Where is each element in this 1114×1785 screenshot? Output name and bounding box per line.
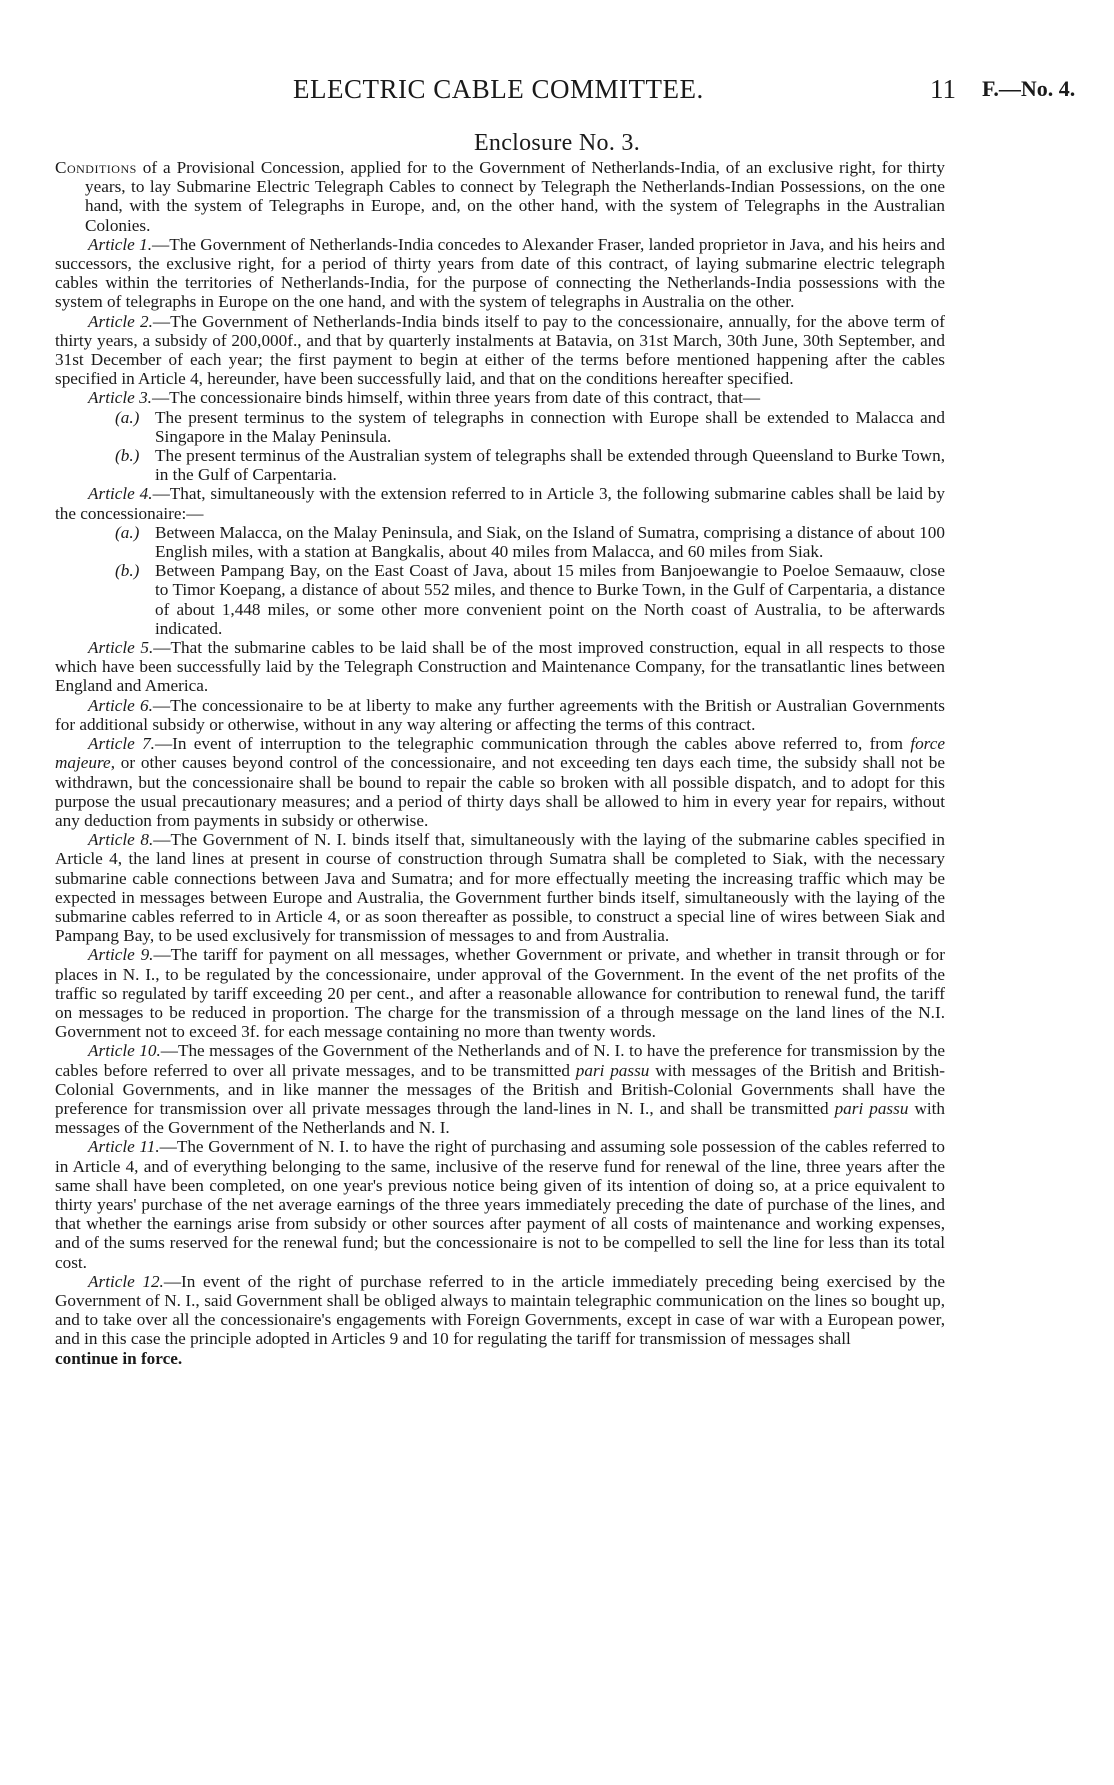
document-reference: F.—No. 4. [982,76,1076,101]
article-label: Article 1. [88,234,153,254]
intro-text: of a Provisional Concession, applied for to the Government of Netherlands-India, of an exclusive right, for thirty years, to lay Submarine Electric Telegraph Cables to connect by Telegraph the Netherlands-Indian Possessions, on the one hand, with the system of Telegraphs in Europe, and, on the other hand, with the system of Telegraphs in the Australian Colonies. [85,158,945,235]
article-label: Article 4. [88,484,153,504]
item-label: (a.) [115,407,140,427]
article-8 [55,830,945,945]
enclosure-title: Enclosure No. 3. [473,130,641,156]
article-text: , or other causes beyond control of the concessionaire, and not exceeding ten days each time, the subsidy shall not be withdrawn, but the concessionaire shall be bound to repair the cable so broken with all possible dispatch, and to adopt for this purpose the usual precautionary measures; and a period of thirty days shall be allowed to him in every year for repairs, without any deduction from payments in subsidy or otherwise. [55,753,945,830]
article-3-item-a [55,408,945,446]
article-label: Article 6. [88,695,153,715]
article-5 [55,638,945,696]
article-4-item-b [55,561,945,638]
article-12-closing: continue in force. [55,1348,183,1368]
article-label: Article 5. [88,638,154,658]
article-7 [55,734,945,830]
item-label: (a.) [115,522,140,542]
article-11 [55,1137,945,1271]
article-3 [55,388,945,407]
article-12 [55,1272,945,1349]
article-9 [55,945,945,1041]
article-text: —That the submarine cables to be laid shall be of the most improved construction, equal in all respects to those which have been successfully laid by the Telegraph Construction and Maintenance Company, for the transatlantic lines between England and America. [55,638,945,696]
article-label: Article 2. [88,311,153,331]
article-text: —In event of the right of purchase referred to in the article immediately preceding being exercised by the Government of N. I., said Government shall be obliged always to maintain telegraphic communication on the lines so bought up, and to take over all the concessionaire's engagements with Foreign Governments, except in case of war with a European power, and in this case the principle adopted in Articles 9 and 10 for regulating the tariff for transmission of messages shall [55,1271,945,1349]
document-body [55,158,945,1368]
article-label: Article 7. [88,734,155,754]
item-text: The present terminus to the system of telegraphs in connection with Europe shall be extended to Malacca and Singapore in the Malay Peninsula. [155,407,945,446]
item-label: (b.) [115,561,140,581]
page-number: 11 [930,74,956,104]
article-label: Article 10. [88,1041,161,1061]
article-label: Article 3. [88,388,152,408]
article-3-item-b [55,446,945,484]
article-10 [55,1041,945,1137]
article-label: Article 8. [88,830,154,850]
article-label: Article 9. [88,945,154,965]
item-text: Between Malacca, on the Malay Peninsula, and Siak, on the Island of Sumatra, comprising a distance of about 100 English miles, with a station at Bangkalis, about 40 miles from Malacca, and 60 miles from Siak. [155,522,945,562]
item-text: The present terminus of the Australian system of telegraphs shall be extended through Queensland to Burke Town, in the Gulf of Carpentaria. [155,446,945,485]
latin-phrase: pari passu [834,1098,909,1118]
article-1 [55,235,945,312]
article-label: Article 11. [88,1137,160,1157]
article-text: with messages of the British and British-Colonial Governments, and in like manner the messages of the British and British-Colonial Governments shall have the preference for transmission over all private messages through the land-lines in N. I., and shall be transmitted [55,1060,945,1118]
article-4-item-a [55,523,945,561]
article-text: —The concessionaire to be at liberty to make any further agreements with the British or Australian Governments for additional subsidy or otherwise, without in any way altering or affecting the terms of this contract. [55,695,945,734]
item-label: (b.) [115,446,140,466]
intro-lead: Conditions [55,158,137,177]
article-text: —The concessionaire binds himself, within three years from date of this contract, that— [151,388,761,408]
article-text: —The tariff for payment on all messages, whether Government or private, and whether in transit through or for places in N. I., to be regulated by the concessionaire, under approval of the Government. In the event of the net profits of the traffic so regulated by tariff exceeding 20 per cent., and after a reasonable allowance for contribution to renewal fund, the tariff on messages to be reduced in proportion. The charge for the transmission of a through message on the land lines of the N.I. Government not to exceed 3f. for each message containing no more than twenty words. [55,945,945,1042]
article-text: —That, simultaneously with the extension referred to in Article 3, the following submarine cables shall be laid by the concessionaire:— [55,484,945,523]
article-text: —The messages of the Government of the Netherlands and of N. I. to have the preference for transmission by the cables before referred to over all private messages, and to be transmitted [55,1041,945,1080]
article-text: —The Government of Netherlands-India binds itself to pay to the concessionaire, annually, for the above term of thirty years, a subsidy of 200,000f., and that by quarterly instalments at Batavia, on 31st March, 30th June, 30th September, and 31st December of each year; the first payment to begin at either of the terms before mentioned happening after the cables specified in Article 4, hereunder, have been successfully laid, and that on the conditions hereafter specified. [55,311,945,389]
article-2 [55,312,945,389]
latin-phrase: pari passu [575,1060,650,1080]
article-4 [55,484,945,522]
article-label: Article 12. [88,1271,164,1291]
running-title: ELECTRIC CABLE COMMITTEE. [293,74,704,104]
latin-phrase: force majeure [55,734,945,773]
item-text: Between Pampang Bay, on the East Coast of Java, about 15 miles from Banjoewangie to Poeloe Semaauw, close to Timor Koepang, a distance of about 552 miles, and thence to Burke Town, in the Gulf of Carpentaria, a distance of about 1,448 miles, or some other more convenient point on the North coast of Australia, to be afterwards indicated. [155,561,945,638]
article-text: —The Government of N. I. binds itself that, simultaneously with the laying of the submarine cables specified in Article 4, the land lines at present in course of construction through Sumatra shall be completed to Siak, with the necessary submarine cable connections between Java and Sumatra; and for more effectually meeting the increasing traffic which may be expected in messages between Europe and Australia, the Government further binds itself, simultaneously with the laying of the submarine cables referred to in Article 4, or as soon thereafter as possible, to construct a special line of wires between Siak and Pampang Bay, to be used exclusively for transmission of messages to and from Australia. [55,830,945,946]
article-text: with messages of the Government of the Netherlands and N. I. [55,1098,945,1138]
article-text: —In event of interruption to the telegraphic communication through the cables above referred to, from [154,734,911,754]
article-text: —The Government of N. I. to have the right of purchasing and assuming sole possession of the cables referred to in Article 4, and of everything belonging to the same, inclusive of the reserve fund for renewal of the line, three years after the same shall have been completed, on one year's previous notice being given of its intention of doing so, at a price equivalent to thirty years' purchase of the net average earnings of the three years immediately preceding the date of purchase of the lines, and that whether the earnings arise from subsidy or other sources after payment of all costs of maintenance and working expenses, and of the sums reserved for the renewal fund; but the concessionaire is not to be compelled to sell the line for less than its total cost. [55,1137,945,1272]
page-header [0,74,1114,114]
intro-paragraph [55,158,945,235]
article-6 [55,696,945,734]
article-text: —The Government of Netherlands-India concedes to Alexander Fraser, landed proprietor in Java, and his heirs and successors, the exclusive right, for a period of thirty years from date of this contract, of laying submarine electric telegraph cables within the territories of Netherlands-India, for the purpose of connecting the Netherlands-India possessions with the system of telegraphs in Europe on the one hand, and with the system of telegraphs in Australia on the other. [55,234,945,312]
